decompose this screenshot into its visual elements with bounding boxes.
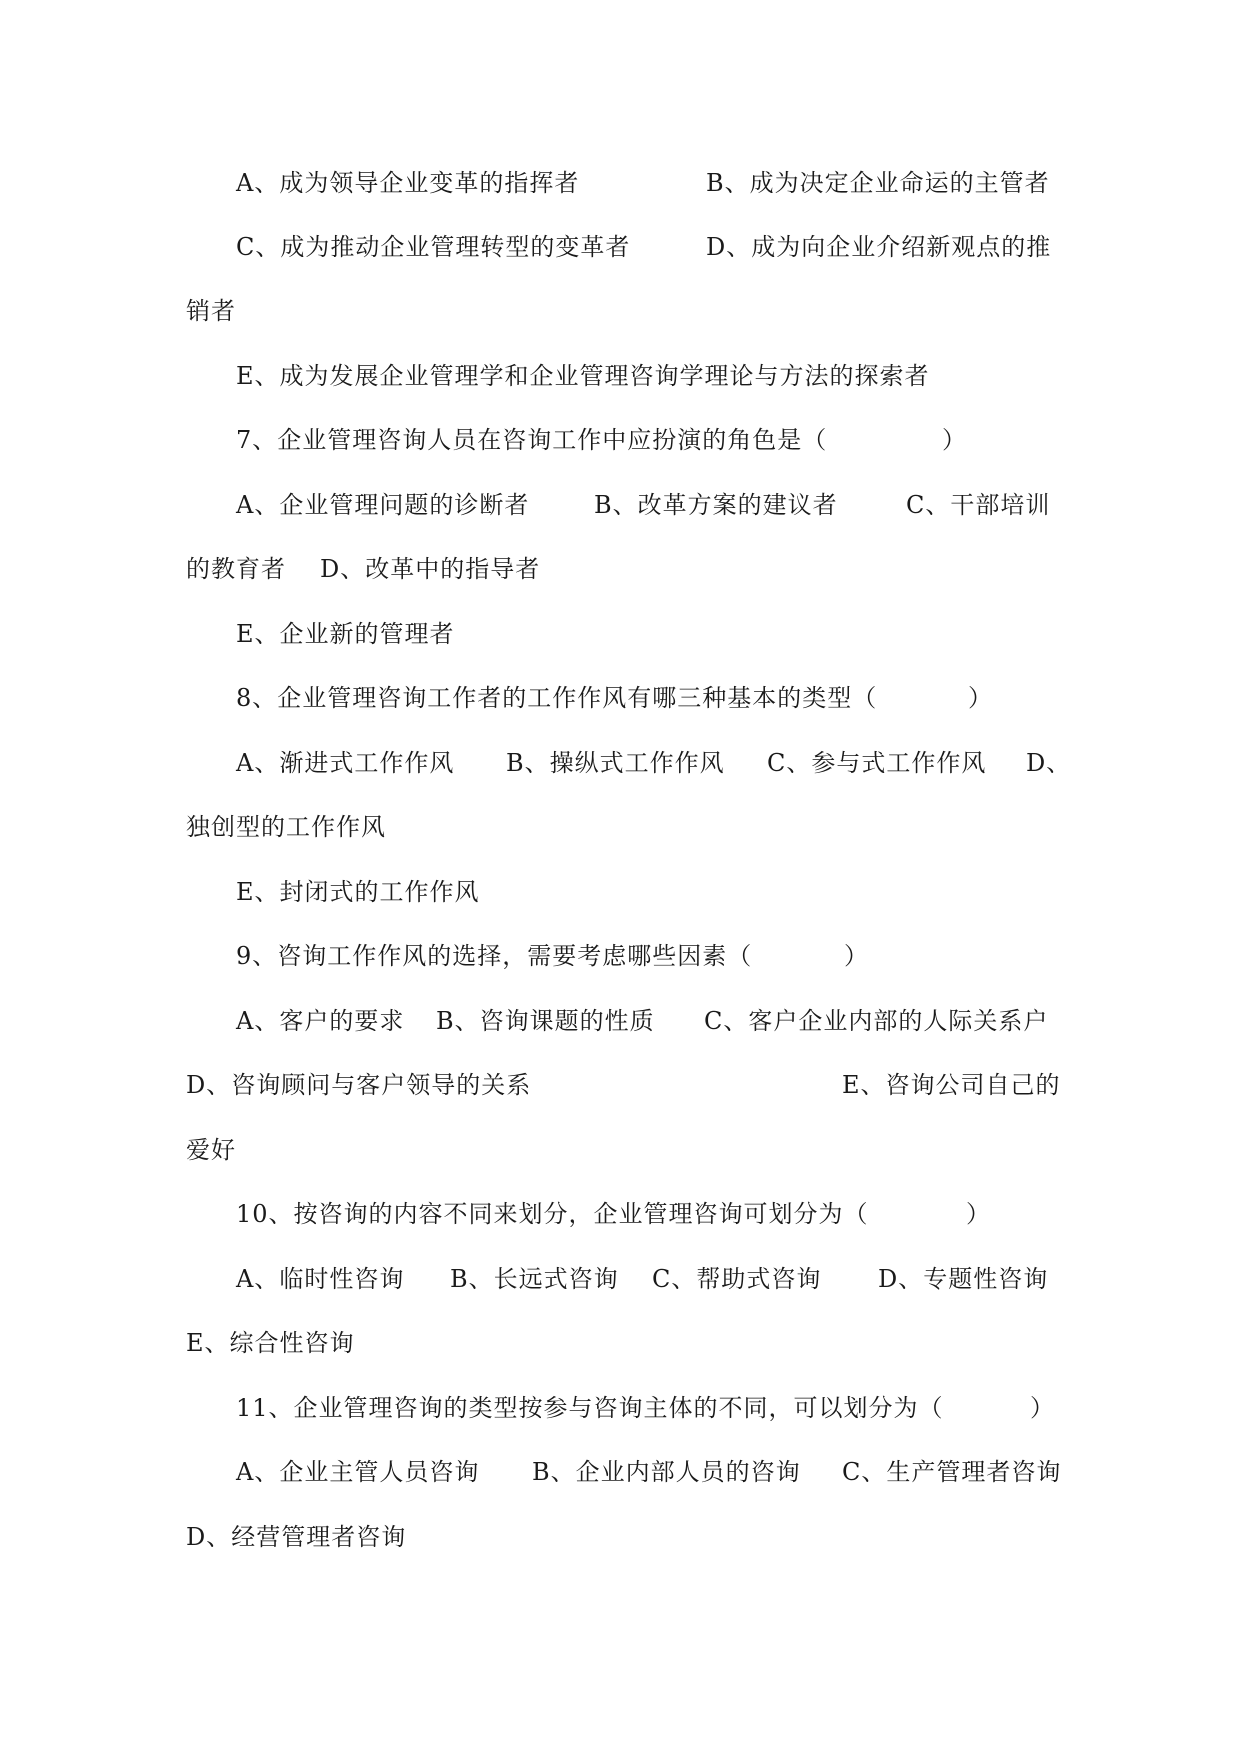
text-line: D、成为向企业介绍新观点的推 [706, 233, 1052, 261]
text-line: B、操纵式工作作风 [506, 749, 725, 777]
text-line: E、咨询公司自己的 [842, 1071, 1061, 1099]
text-line: B、改革方案的建议者 [594, 491, 838, 519]
text-line: D、专题性咨询 [878, 1265, 1049, 1293]
text-line: B、长远式咨询 [450, 1265, 619, 1293]
text-line: 的教育者 [186, 555, 286, 583]
text-line: A、临时性咨询 [236, 1265, 405, 1293]
text-line: 爱好 [186, 1136, 236, 1164]
text-line: ） [942, 426, 967, 454]
text-line: 销者 [186, 297, 236, 325]
text-line: A、企业主管人员咨询 [236, 1458, 480, 1486]
text-line: B、成为决定企业命运的主管者 [706, 169, 1050, 197]
text-line: ） [844, 942, 869, 970]
text-line: A、客户的要求 [236, 1007, 405, 1035]
text-line: C、参与式工作作风 [767, 749, 987, 777]
text-line: ） [968, 684, 993, 712]
text-line: 9、咨询工作作风的选择，需要考虑哪些因素（ [236, 942, 753, 970]
text-line: E、企业新的管理者 [236, 620, 455, 648]
text-line: D、 [1026, 749, 1072, 777]
text-line: 10、按咨询的内容不同来划分，企业管理咨询可划分为（ [236, 1200, 869, 1228]
text-line: D、改革中的指导者 [320, 555, 541, 583]
text-line: C、干部培训 [906, 491, 1051, 519]
text-line: B、企业内部人员的咨询 [532, 1458, 801, 1486]
text-line: 独创型的工作作风 [186, 813, 386, 841]
text-line: 7、企业管理咨询人员在咨询工作中应扮演的角色是（ [236, 426, 828, 454]
text-line: 8、企业管理咨询工作者的工作作风有哪三种基本的类型（ [236, 684, 878, 712]
text-line: ） [966, 1200, 991, 1228]
text-line: E、成为发展企业管理学和企业管理咨询学理论与方法的探索者 [236, 362, 930, 390]
text-line: 11、企业管理咨询的类型按参与咨询主体的不同，可以划分为（ [236, 1394, 944, 1422]
text-line: C、帮助式咨询 [652, 1265, 822, 1293]
text-line: D、咨询顾问与客户领导的关系 [186, 1071, 532, 1099]
text-line: E、综合性咨询 [186, 1329, 355, 1357]
text-line: D、经营管理者咨询 [186, 1523, 407, 1551]
text-line: A、成为领导企业变革的指挥者 [236, 169, 580, 197]
text-line: ） [1030, 1394, 1055, 1422]
text-line: C、成为推动企业管理转型的变革者 [236, 233, 631, 261]
text-line: E、封闭式的工作作风 [236, 878, 480, 906]
text-line: A、渐进式工作作风 [236, 749, 455, 777]
text-line: B、咨询课题的性质 [436, 1007, 655, 1035]
text-line: A、企业管理问题的诊断者 [236, 491, 530, 519]
text-line: C、生产管理者咨询 [842, 1458, 1062, 1486]
text-line: C、客户企业内部的人际关系户 [704, 1007, 1049, 1035]
